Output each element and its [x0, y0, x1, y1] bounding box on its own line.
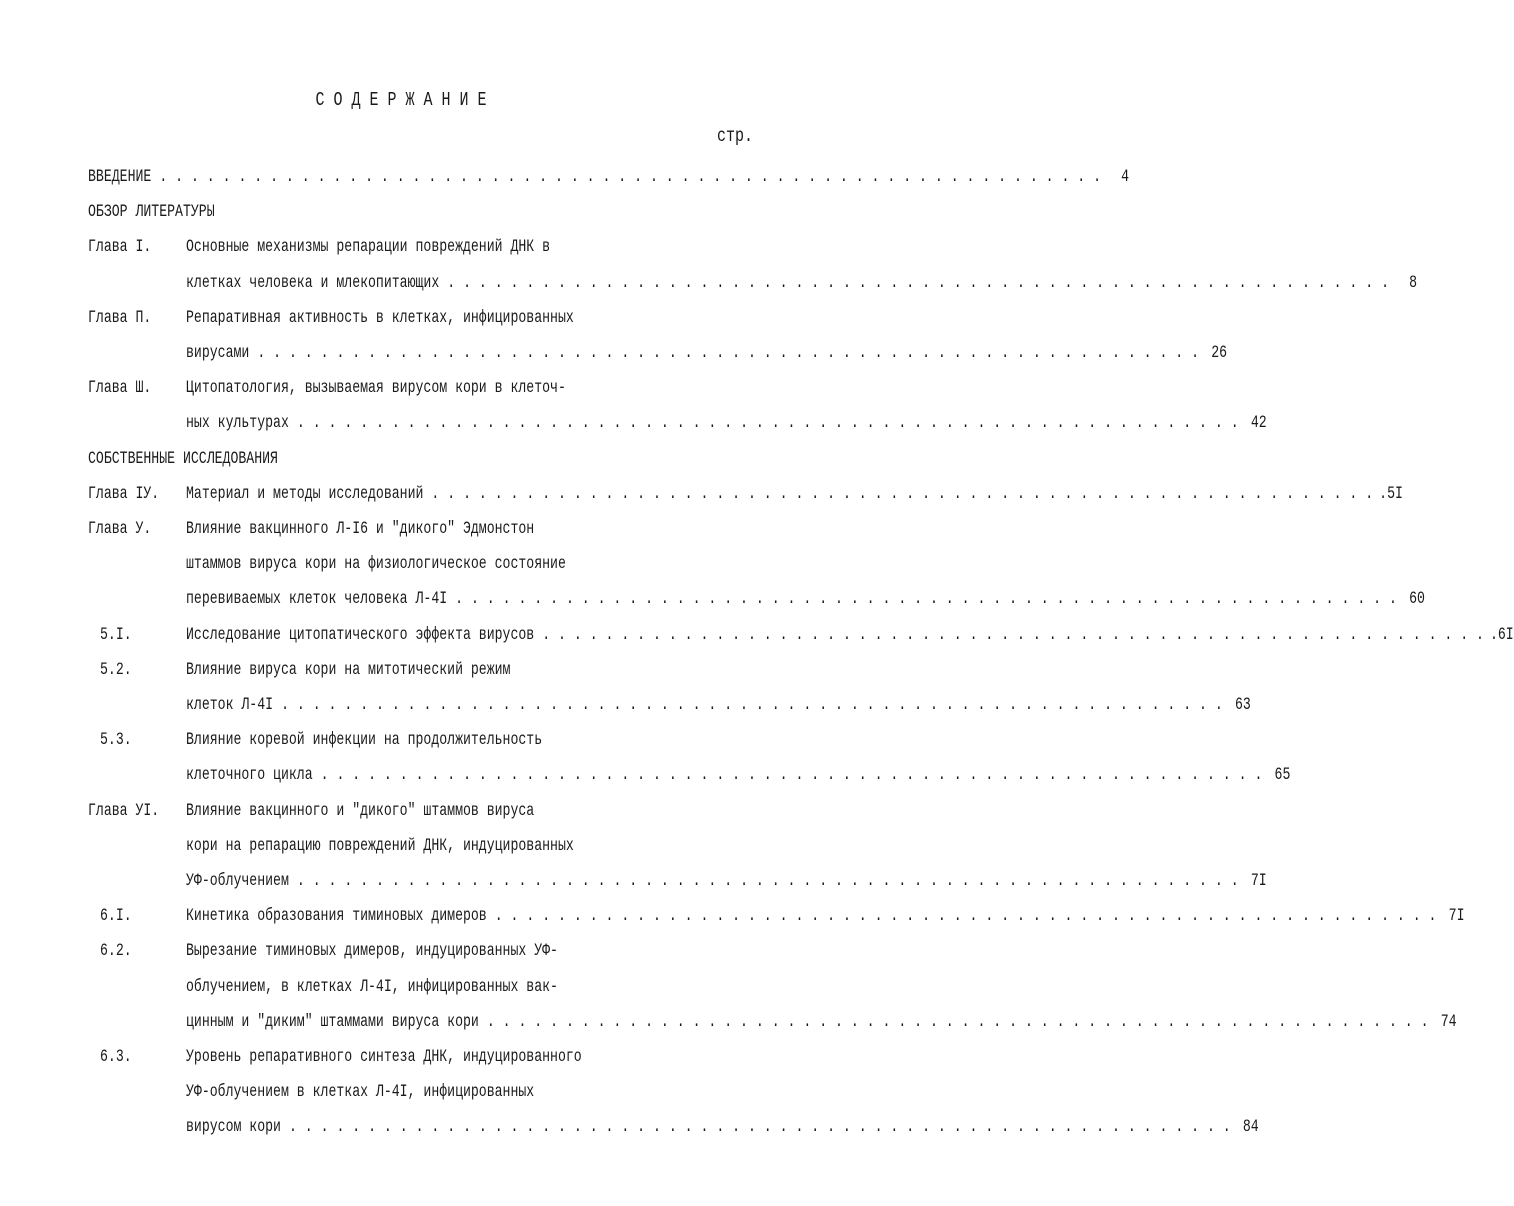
page-title: СОДЕРЖАНИЕ — [315, 89, 496, 112]
dot-leader: . . . . . . . . . . . . . . . . . . . . . . . . . . . . . . . . . . . . . . . . . . . . . . . . . . . . . . . . . . . . — [542, 623, 1484, 645]
toc-entry-line — [0, 407, 1267, 439]
toc-entry-line — [0, 1041, 797, 1073]
toc-page-number: 74 — [1440, 1010, 1457, 1032]
toc-page-number: 26 — [1211, 342, 1228, 363]
dot-leader: . . . . . . . . . . . . . . . . . . . . . . . . . . . . . . . . . . . . . . . . . . . . . . . . . . . . . . . . . . . . — [447, 271, 1389, 293]
toc-entry-title: Влияние коревой инфекции на продолжительность — [186, 729, 543, 750]
toc-entry-number: Глава УI. — [88, 799, 160, 821]
toc-entry-line — [0, 900, 1465, 932]
toc-entry-line — [0, 935, 797, 967]
toc-section-heading: ОБЗОР ЛИТЕРАТУРЫ — [88, 201, 215, 222]
toc-entry-title: Репаративная активность в клетках, инфицированных — [186, 306, 574, 328]
toc-entry-title: Цитопатология, вызываемая вирусом кори в клеточ- — [186, 377, 566, 398]
dot-leader: . . . . . . . . . . . . . . . . . . . . . . . . . . . . . . . . . . . . . . . . . . . . . . . . . . . . . . . . . . . . — [320, 764, 1263, 785]
toc-entry-number: Глава П. — [88, 306, 152, 328]
toc-entry-number: 5.I. — [100, 623, 132, 645]
toc-entry-title: Кинетика образования тиминовых димеров — [186, 905, 487, 926]
toc-entry-line — [0, 196, 797, 228]
toc-entry-title: клеток Л-4I — [186, 694, 274, 715]
toc-entry-title: Влияние вакцинного и "дикого" штаммов вируса — [186, 799, 535, 821]
toc-entry-line — [0, 830, 797, 862]
toc-entry-line — [0, 548, 797, 580]
toc-section-heading: ВВЕДЕНИЕ — [88, 166, 152, 187]
toc-entry-title: Материал и методы исследований — [186, 482, 424, 504]
toc-entry-title: вирусом кори — [186, 1116, 281, 1137]
toc-entry-line — [0, 970, 797, 1002]
dot-leader: . . . . . . . . . . . . . . . . . . . . . . . . . . . . . . . . . . . . . . . . . . . . . . . . . . . . . . . . . . . . — [455, 588, 1397, 609]
toc-entry-title: перевиваемых клеток человека Л-4I — [186, 588, 448, 609]
toc-entry-line — [0, 865, 1267, 897]
toc-entry-number: 6.2. — [100, 940, 132, 961]
toc-entry-line — [0, 337, 1228, 369]
toc-entry-line — [0, 759, 1291, 791]
toc-entry-title: кори на репарацию повреждений ДНК, индуцированных — [186, 834, 574, 856]
toc-page-number: .5I — [1379, 482, 1403, 504]
toc-entry-number: Глава IУ. — [88, 482, 160, 504]
dot-leader: . . . . . . . . . . . . . . . . . . . . . . . . . . . . . . . . . . . . . . . . . . . . . . . . . . . . . . . . . . . . — [288, 1116, 1231, 1137]
toc-entry-title: Исследование цитопатического эффекта вирусов — [186, 623, 535, 645]
toc-entry-title: клетках человека и млекопитающих — [186, 271, 440, 293]
dot-leader: . . . . . . . . . . . . . . . . . . . . . . . . . . . . . . . . . . . . . . . . . . . . . . . . . . . . . . . . . . . . — [257, 342, 1200, 363]
toc-page-number: .6I — [1489, 623, 1514, 645]
toc-page-number: 8 — [1409, 271, 1417, 293]
toc-entry-number: 6.I. — [100, 905, 132, 926]
toc-entry-line — [0, 161, 1130, 193]
toc-entry-line — [0, 724, 797, 756]
toc-entry-title: Влияние вируса кори на митотический режим — [186, 658, 511, 680]
toc-entry-title: УФ-облучением в клетках Л-4I, инфицированных — [186, 1081, 535, 1102]
toc-page-number: 65 — [1274, 764, 1291, 785]
dot-leader: . . . . . . . . . . . . . . . . . . . . . . . . . . . . . . . . . . . . . . . . . . . . . . . . . . . . . . . . . . . . — [431, 482, 1374, 504]
toc-page-number: 7I — [1250, 870, 1267, 891]
toc-entry-line — [0, 266, 1417, 298]
toc-page-number: 84 — [1242, 1116, 1259, 1137]
toc-page-number: 42 — [1250, 412, 1267, 433]
toc-page-number: 4 — [1121, 166, 1130, 187]
toc-entry-title: штаммов вируса кори на физиологическое состояние — [186, 553, 566, 574]
toc-entry-line — [0, 1111, 1259, 1143]
toc-page-number: 60 — [1409, 588, 1425, 609]
toc-entry-line — [0, 372, 797, 404]
page-column-label: стр. — [716, 125, 753, 148]
toc-entry-number: Глава У. — [88, 518, 152, 539]
toc-entry-title: вирусами — [186, 342, 250, 363]
dot-leader: . . . . . . . . . . . . . . . . . . . . . . . . . . . . . . . . . . . . . . . . . . . . . . . . . . . . . . . . . . . . — [281, 694, 1223, 715]
toc-entry-title: Основные механизмы репарации повреждений ДНК в — [186, 236, 551, 257]
toc-entry-line — [0, 1006, 1457, 1038]
toc-entry-title: Уровень репаративного синтеза ДНК, индуцированного — [186, 1046, 582, 1067]
toc-entry-line — [0, 689, 1251, 721]
toc-entry-title: цинным и "диким" штаммами вируса кори — [186, 1010, 479, 1032]
toc-entry-line — [0, 231, 797, 263]
dot-leader: . . . . . . . . . . . . . . . . . . . . . . . . . . . . . . . . . . . . . . . . . . . . . . . . . . . . . . . . . . . . — [486, 1010, 1429, 1032]
toc-entry-title: клеточного цикла — [186, 764, 313, 785]
toc-entry-line — [0, 1076, 797, 1108]
dot-leader: . . . . . . . . . . . . . . . . . . . . . . . . . . . . . . . . . . . . . . . . . . . . . . . . . . . . . . . . . . . . — [494, 905, 1437, 926]
toc-entry-title: УФ-облучением — [186, 870, 289, 891]
toc-entry-title: Влияние вакцинного Л-I6 и "дикого" Эдмонстон — [186, 518, 535, 539]
toc-section-heading: СОБСТВЕННЫЕ ИССЛЕДОВАНИЯ — [88, 447, 278, 469]
toc-entry-line — [0, 513, 797, 545]
toc-page-number: 7I — [1448, 905, 1465, 926]
dot-leader: . . . . . . . . . . . . . . . . . . . . . . . . . . . . . . . . . . . . . . . . . . . . . . . . . . . . . . . . . . . . — [296, 870, 1239, 891]
toc-entry-number: 5.3. — [100, 729, 132, 750]
dot-leader: . . . . . . . . . . . . . . . . . . . . . . . . . . . . . . . . . . . . . . . . . . . . . . . . . . . . . . . . . . . . — [296, 412, 1239, 433]
toc-entry-line — [0, 794, 797, 826]
toc-entry-line — [0, 302, 797, 334]
toc-entry-line — [0, 618, 1514, 650]
toc-entry-title: Вырезание тиминовых димеров, индуцированных УФ- — [186, 940, 558, 961]
toc-entry-line — [0, 478, 1403, 510]
toc-entry-line — [0, 583, 1425, 615]
toc-entry-number: Глава Ш. — [88, 377, 152, 398]
toc-entry-title: ных культурах — [186, 412, 289, 433]
toc-page-number: 63 — [1234, 694, 1251, 715]
toc-entry-number: Глава I. — [88, 236, 152, 257]
dot-leader: . . . . . . . . . . . . . . . . . . . . . . . . . . . . . . . . . . . . . . . . . . . . . . . . . . . . . . . . . . . . — [159, 166, 1102, 187]
toc-entry-title: облучением, в клетках Л-4I, инфицированных вак- — [186, 975, 558, 997]
toc-entry-number: 5.2. — [100, 658, 132, 680]
toc-entry-line — [0, 654, 797, 686]
toc-entry-line — [0, 442, 797, 474]
toc-entry-number: 6.3. — [100, 1046, 132, 1067]
